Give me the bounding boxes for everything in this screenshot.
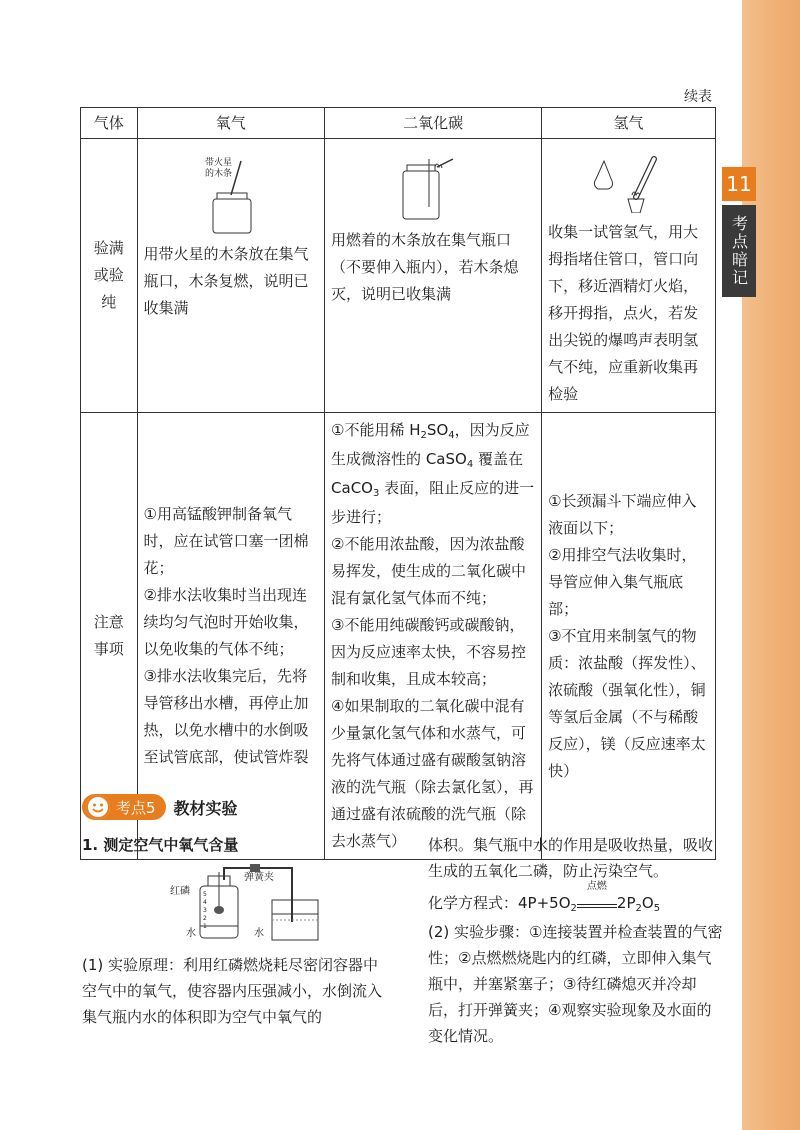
cell-h2-notes — [542, 413, 716, 860]
o2-note-3: ③排水法收集完后，先将导管移出水槽，再停止加热，以免水槽中的水倒吸至试管底部，使试管炸裂 — [143, 667, 309, 766]
h2-note-3: ③不宜用来制氢气的物质：浓盐酸（挥发性）、浓硫酸（强氧化性），铜等氢后金属（不与稀酸反应），镁（反应速率太快） — [548, 626, 706, 780]
co2-test-illustration — [393, 155, 473, 221]
scale-3: 3 — [203, 907, 207, 914]
co2-check-text: 用燃着的木条放在集气瓶口（不要伸入瓶内），若木条熄灭，说明已收集满 — [331, 231, 519, 303]
h2-note-2: ②用排空气法收集时，导管应伸入集气瓶底部； — [548, 545, 697, 618]
equation-rhs-sub2: 5 — [653, 903, 661, 914]
scale-4: 4 — [203, 899, 207, 906]
co2-note-1-a: ①不能用稀 H — [331, 421, 421, 439]
cell-h2-check — [542, 139, 716, 413]
section-badge-text: 考点5 — [116, 798, 156, 817]
principle-text: (1) 实验原理：利用红磷燃烧耗尽密闭容器中空气中的氧气，使容器内压强减小，水倒流入集气瓶内水的体积即为空气中氧气的 — [82, 956, 383, 1026]
equation-lhs: 4P+5O — [518, 894, 571, 912]
o2-check-text: 用带火星的木条放在集气瓶口，木条复燃，说明已收集满 — [143, 245, 309, 317]
section-header — [82, 792, 238, 822]
co2-note-4: ④如果制取的二氧化碳中混有少量氯化氢气体和水蒸气，可先将气体通过盛有碳酸氢钠溶液的洗气瓶（除去氯化氢），再通过盛有浓硫酸的洗气瓶（除去水蒸气） — [331, 697, 534, 850]
h2-check-text: 收集一试管氢气，用大拇指堵住管口，管口向下，移近酒精灯火焰，移开拇指，点火，若发出尖锐的爆鸣声表明氢气不纯，应重新收集再检验 — [548, 223, 699, 403]
principle-continued: 体积。集气瓶中水的作用是吸收热量，吸收生成的五氧化二磷，防止污染空气。 — [428, 836, 714, 880]
co2-note-3: ③不能用纯碳酸钙或碳酸钠，因为反应速率太快，不容易控制和收集，且成本较高； — [331, 616, 527, 688]
right-column — [428, 832, 724, 1049]
chapter-section-tab: 考点暗记 — [722, 205, 756, 297]
table-row-check-full — [81, 139, 716, 413]
table-header-row — [81, 108, 716, 139]
chemical-equation — [428, 881, 724, 919]
cell-o2-check — [137, 139, 325, 413]
equation-rhs-b: O — [641, 894, 654, 912]
oxygen-test-illustration — [191, 155, 271, 235]
equation-condition: 点燃 — [586, 881, 607, 892]
splint-label-1: 带火星 — [204, 158, 232, 168]
header-oxygen: 氧气 — [137, 108, 325, 139]
scale-1: 1 — [203, 923, 207, 930]
o2-note-1: ①用高锰酸钾制备氧气时，应在试管口塞一团棉花； — [143, 505, 309, 577]
smile-icon — [86, 795, 110, 819]
chapter-number-tab: 11 — [722, 167, 756, 201]
o2-note-2: ②排水法收集时当出现连续均匀气泡时开始收集，以免收集的气体不纯； — [143, 586, 309, 658]
co2-note-1-e: 表面，阻止反应的进一步进行； — [331, 479, 535, 526]
section-badge — [82, 794, 166, 820]
header-co2: 二氧化碳 — [325, 108, 542, 139]
left-column — [82, 832, 388, 1030]
row-label-notes: 注意事项 — [81, 413, 138, 860]
hydrogen-test-illustration — [584, 155, 674, 213]
cell-co2-check — [325, 139, 542, 413]
splint-label-2: 的木条 — [204, 169, 232, 179]
equation-rhs-sub1: 2 — [635, 903, 642, 914]
gas-comparison-table — [80, 107, 716, 860]
row-label-check: 验满或验纯 — [81, 139, 138, 413]
scale-5: 5 — [203, 891, 207, 898]
header-gas: 气体 — [81, 108, 138, 139]
label-spring-clamp: 弹簧夹 — [244, 872, 274, 883]
section-title: 教材实验 — [173, 798, 238, 818]
label-red-phosphorus: 红磷 — [170, 886, 190, 897]
h2-note-1: ①长颈漏斗下端应伸入液面以下； — [548, 491, 697, 537]
header-hydrogen: 氢气 — [542, 108, 716, 139]
equation-lhs-sub: 2 — [570, 903, 577, 914]
steps-text: (2) 实验步骤：①连接装置并检查装置的气密性；②点燃燃烧匙内的红磷，立即伸入集气瓶中，并塞紧塞子；③待红磷熄灭并冷却后，打开弹簧夹；④观察实验现象及水面的变化情况。 — [428, 923, 723, 1045]
co2-note-1-c: ，因为反应生成微溶性的 CaSO — [331, 421, 530, 468]
equation-rhs-a: 2P — [616, 894, 636, 912]
continued-label: 续表 — [684, 89, 712, 105]
cell-co2-notes — [325, 413, 542, 860]
co2-note-1-sub2: 4 — [448, 430, 455, 441]
scale-2: 2 — [203, 915, 207, 922]
equation-label: 化学方程式： — [428, 894, 519, 912]
experiment-title: 1. 测定空气中氧气含量 — [82, 836, 239, 854]
co2-note-1-sub3: 4 — [466, 459, 474, 470]
label-water-right: 水 — [254, 928, 264, 939]
oxygen-content-apparatus-illustration — [82, 862, 382, 946]
co2-note-2: ②不能用浓盐酸，因为浓盐酸易挥发，使生成的二氧化碳中混有氯化氢气体而不纯； — [331, 535, 527, 607]
equation-arrow — [577, 881, 617, 908]
co2-note-1-b: SO — [426, 421, 449, 439]
co2-note-1-sub4: 3 — [373, 488, 380, 499]
co2-note-1-sub1: 2 — [420, 430, 427, 441]
label-water-left: 水 — [186, 928, 196, 939]
co2-note-1-d: 覆盖在 CaCO — [331, 450, 523, 497]
co2-note-1 — [331, 417, 535, 531]
